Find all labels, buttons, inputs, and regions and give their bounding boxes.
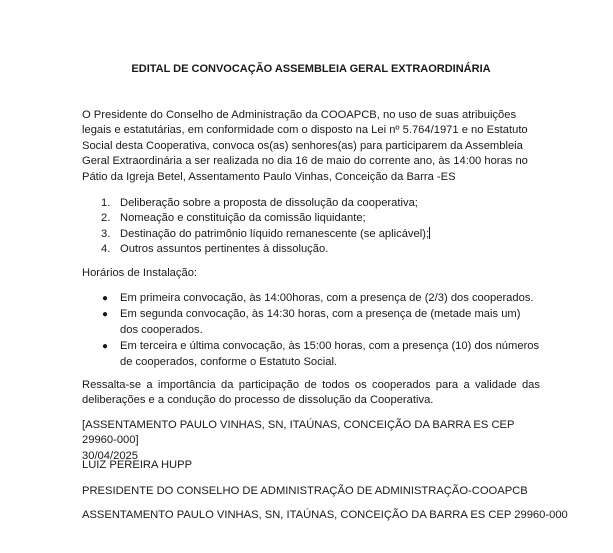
agenda-list — [82, 196, 540, 258]
agenda-item — [82, 227, 540, 242]
document-title: EDITAL DE CONVOCAÇÃO ASSEMBLEIA GERAL EXTRAORDINÁRIA — [131, 63, 491, 75]
session-item — [82, 339, 540, 370]
signer-name: LUIZ PEREIRA HUPP — [82, 459, 193, 471]
intro-paragraph: O Presidente do Conselho de Administração da COOAPCB, no uso de suas atribuições legais e estatutárias, em conformidade com o disposto na Lei nº 5.764/1971 e no Estatuto Social desta Cooperativa, convoca os(as) senhores(as) para participarem da Assembleia Geral Extraordinária a ser realizada no dia 16 de maio do corrente ano, às 14:00 horas no Pátio da Igreja Betel, Assentamento Paulo Vinhas, Conceição da Barra -ES — [82, 109, 528, 183]
address-header: [ASSENTAMENTO PAULO VINHAS, SN, ITAÚNAS, CONCEIÇÃO DA BARRA ES CEP 29960-000] — [82, 419, 515, 447]
bullet-icon: ● — [102, 293, 109, 304]
session-text: Em segunda convocação, às 14:30 horas, com a presença de (metade mais um) dos cooperados. — [120, 308, 521, 336]
session-item — [82, 307, 540, 338]
agenda-item — [82, 211, 540, 226]
agenda-item-number: 1. — [101, 197, 111, 209]
document-date: 30/04/2025 — [82, 449, 138, 462]
address-footer: ASSENTAMENTO PAULO VINHAS, SN, ITAÚNAS, CONCEIÇÃO DA BARRA ES CEP 29960-000 — [82, 509, 568, 521]
note-paragraph: Ressalta-se a importância da participação de todos os cooperados para a validade das deliberações e a condução do processo de dissolução da Cooperativa. — [82, 379, 540, 407]
agenda-item — [82, 196, 540, 211]
agenda-item — [82, 242, 540, 257]
hours-label: Horários de Instalação: — [82, 267, 198, 279]
session-text: Em primeira convocação, às 14:00horas, com a presença de (2/3) dos cooperados. — [120, 292, 534, 304]
agenda-item-number: 3. — [101, 227, 111, 240]
agenda-item-text: Destinação do patrimônio líquido remanescente (se aplicável); — [120, 227, 430, 240]
sessions-list — [82, 291, 540, 371]
session-item — [82, 291, 540, 306]
signer-role: PRESIDENTE DO CONSELHO DE ADMINISTRAÇÃO DE ADMINISTRAÇÃO-COOAPCB — [82, 485, 528, 497]
agenda-item-number: 2. — [101, 212, 111, 225]
agenda-item-number: 4. — [101, 243, 111, 256]
bullet-icon: ● — [102, 341, 109, 353]
text-cursor — [429, 227, 430, 239]
bullet-icon: ● — [102, 309, 109, 321]
session-text: Em terceira e última convocação, às 15:00 horas, com a presença (10) dos números de cooperados, conforme o Estatuto Social. — [120, 340, 540, 368]
agenda-item-text: Nomeação e constituição da comissão liquidante; — [120, 212, 366, 225]
agenda-item-text: Deliberação sobre a proposta de dissolução da cooperativa; — [120, 197, 418, 209]
agenda-item-text: Outros assuntos pertinentes à dissolução. — [120, 243, 329, 256]
